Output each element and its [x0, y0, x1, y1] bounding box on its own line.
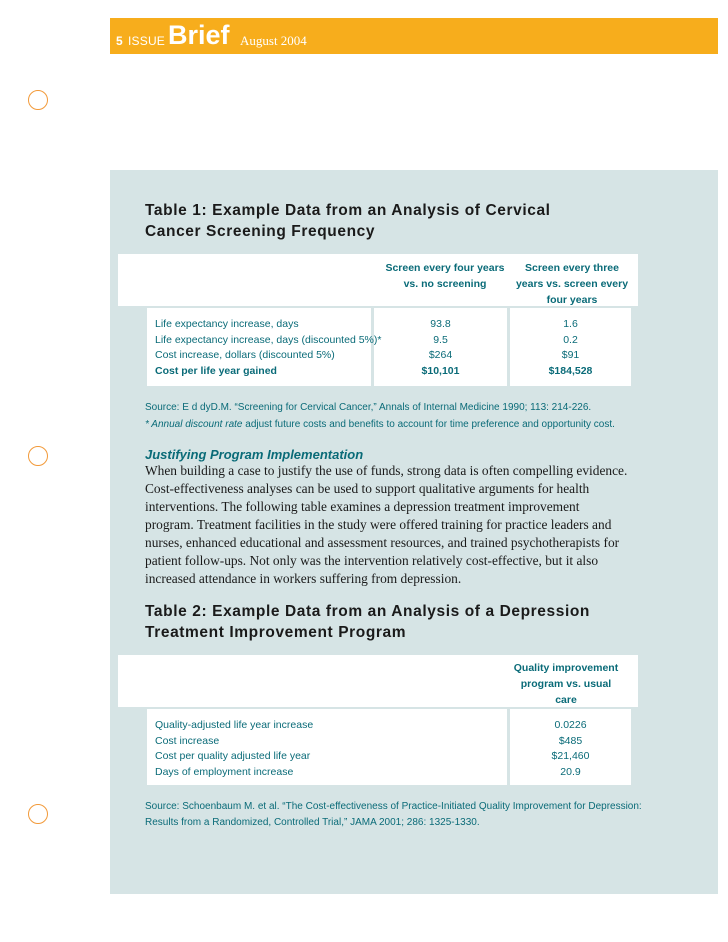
section-heading: Justifying Program Implementation — [145, 447, 364, 462]
issue-label: ISSUE — [128, 34, 166, 48]
table1-row-labels — [155, 317, 381, 379]
table2-source: Source: Schoenbaum M. et al. “The Cost-effectiveness of Practice-Initiated Quality Improvement for Depression: Results from a Randomized, Controlled Trial,” JAMA 2001; 286: 1325-1330. — [145, 801, 642, 828]
table1-header-row — [118, 254, 638, 306]
header-bar — [110, 18, 718, 54]
table-row-label: Life expectancy increase, days — [155, 318, 299, 330]
footnote-text: adjust future costs and benefits to account for time preference and opportunity cost. — [242, 419, 615, 430]
table1-title: Table 1: Example Data from an Analysis of Cervical Cancer Screening Frequency — [145, 202, 551, 240]
table-row-label: Quality-adjusted life year increase — [155, 719, 314, 731]
table2-values — [510, 718, 631, 780]
table-cell: $264 — [428, 349, 453, 361]
binder-hole-icon — [28, 446, 48, 466]
table1-footnote — [145, 419, 615, 430]
table2-title: Table 2: Example Data from an Analysis of a Depression Treatment Improvement Program — [145, 603, 591, 641]
table-cell: 93.8 — [430, 318, 451, 330]
table-cell: 9.5 — [433, 333, 448, 346]
body-paragraph: When building a case to justify the use of funds, strong data is often compelling evidence. Cost-effectiveness analyses can be used to support qualitative arguments for health interventions. The following table examines a depression treatment improvement program. Treatment facilities in the study were offered training for practice leaders and nurses, enhanced educational and assessment resources, and trained psychotherapists for patient follow-ups. Not only was the intervention relatively cost-effective, but it also increased attendance in workers suffering from depression. — [145, 463, 628, 586]
table2-header-row — [118, 655, 638, 707]
table-cell: 0.0226 — [554, 719, 587, 731]
footnote-term: * Annual discount rate — [145, 419, 243, 430]
table-row-label: Cost increase — [155, 734, 220, 747]
binder-hole-icon — [28, 90, 48, 110]
binder-hole-icon — [28, 804, 48, 824]
table-cell: $184,528 — [548, 364, 593, 377]
table-cell: 1.6 — [563, 318, 578, 330]
table-row-label: Days of employment increase — [155, 765, 294, 778]
table1-source: Source: E d dyD.M. “Screening for Cervical Cancer,” Annals of Internal Medicine 1990; 113: 214-226. — [145, 402, 592, 413]
brand-title: Brief — [168, 20, 230, 50]
table-cell: 20.9 — [560, 765, 581, 778]
table-cell: $10,101 — [421, 364, 460, 377]
issue-number: 5 — [116, 34, 123, 48]
table-cell: 0.2 — [563, 333, 578, 346]
table1-col2-header: Screen every three years vs. screen every four years — [515, 262, 629, 306]
table1-col2-values — [510, 317, 631, 379]
table-cell: $91 — [561, 349, 580, 361]
table1-col1-values — [374, 317, 507, 379]
table2-row-labels — [155, 718, 313, 780]
table-row-label: Life expectancy increase, days (discounted 5%)* — [155, 333, 382, 346]
table-row-label: Cost increase, dollars (discounted 5%) — [155, 349, 335, 361]
table-row-label: Cost per life year gained — [155, 364, 277, 377]
table-row-label: Cost per quality adjusted life year — [155, 750, 311, 762]
table-cell: $485 — [558, 734, 583, 747]
table-cell: $21,460 — [551, 750, 590, 762]
table1-col1-header: Screen every four years vs. no screening — [385, 262, 505, 290]
table2-col-header: Quality improvement program vs. usual care — [513, 662, 619, 706]
issue-date: August 2004 — [240, 33, 307, 48]
